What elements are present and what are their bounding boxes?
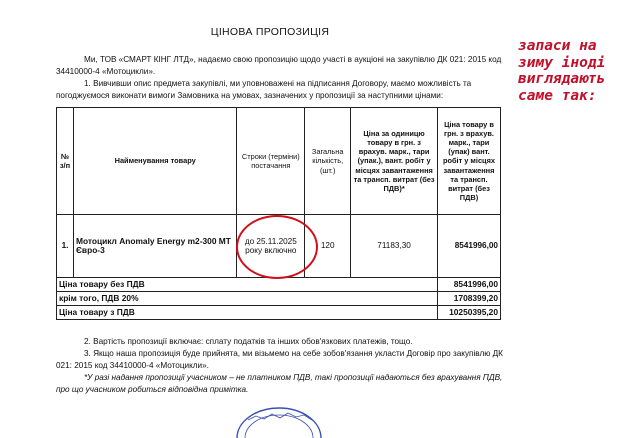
summary-row-vat (57, 292, 501, 306)
company-stamp (234, 398, 324, 438)
intro-line-1: Ми, ТОВ «СМАРТ КІНГ ЛТД», надаємо свою пропозицію щодо участі в аукціоні на закупівлю ДК 021: 2015 код 34410000-4 «Мотоцикли». (56, 55, 502, 76)
summary-value: 8541996,00 (437, 278, 500, 292)
header-quantity: Загальна кількість, (шт.) (305, 108, 351, 215)
header-unit-price: Ціна за одиницю товару в грн. з врахув. марк., тари (упак.), вант. робіт у місцях завантаження та трансп. витрат (без ПДВ)* (351, 108, 438, 215)
row-quantity: 120 (305, 215, 351, 278)
summary-label: крім того, ПДВ 20% (57, 292, 438, 306)
row-delivery-term: до 25.11.2025 року включно (237, 215, 305, 278)
summary-row-net (57, 278, 501, 292)
row-product-name: Мотоцикл Anomaly Energy m2-300 МТ Євро-3 (73, 215, 236, 278)
row-unit-price: 71183,30 (351, 215, 438, 278)
intro-line-2: 1. Вивчивши опис предмета закупівлі, ми уповноважені на підписання Договору, маємо можливість та погоджуємося виконати вимоги Замовника на умовах, зазначених у пропозиції за наступними цінами: (56, 79, 472, 100)
price-table (56, 107, 501, 320)
intro-text (56, 54, 516, 102)
handwritten-annotation: запаси на зиму іноді виглядають саме так: (518, 38, 606, 104)
footer-item-3: 3. Якщо наша пропозиція буде прийнята, ми візьмемо на себе зобов'язання укласти Договір про закупівлю ДК 021: 2015 код 34410000-4 «Мотоцикли». (56, 349, 503, 370)
footer-item-2: 2. Вартість пропозиції включає: сплату податків та інших обов'язкових платежів, тощо. (84, 337, 413, 346)
header-total-price: Ціна товару в грн. з врахув. марк., тари (упак) вант. робіт у місцях завантаження та трансп. витрат (без ПДВ) (437, 108, 500, 215)
summary-row-gross (57, 306, 501, 320)
summary-label: Ціна товару без ПДВ (57, 278, 438, 292)
header-number: № з/п (57, 108, 74, 215)
summary-value: 10250395,20 (437, 306, 500, 320)
footer-text (56, 336, 506, 396)
document-title: ЦІНОВА ПРОПОЗИЦІЯ (210, 26, 330, 38)
row-number: 1. (57, 215, 74, 278)
footer-footnote: *У разі надання пропозиції учасником – не платником ПДВ, такі пропозиції надаються без врахування ПДВ, про що учасником робиться відповідна примітка. (56, 373, 503, 394)
summary-value: 1708399,20 (437, 292, 500, 306)
summary-label: Ціна товару з ПДВ (57, 306, 438, 320)
table-row (57, 215, 501, 278)
table-header-row (57, 108, 501, 215)
header-delivery-terms: Строки (терміни) постачання (237, 108, 305, 215)
header-product-name: Найменування товару (73, 108, 236, 215)
row-total: 8541996,00 (437, 215, 500, 278)
